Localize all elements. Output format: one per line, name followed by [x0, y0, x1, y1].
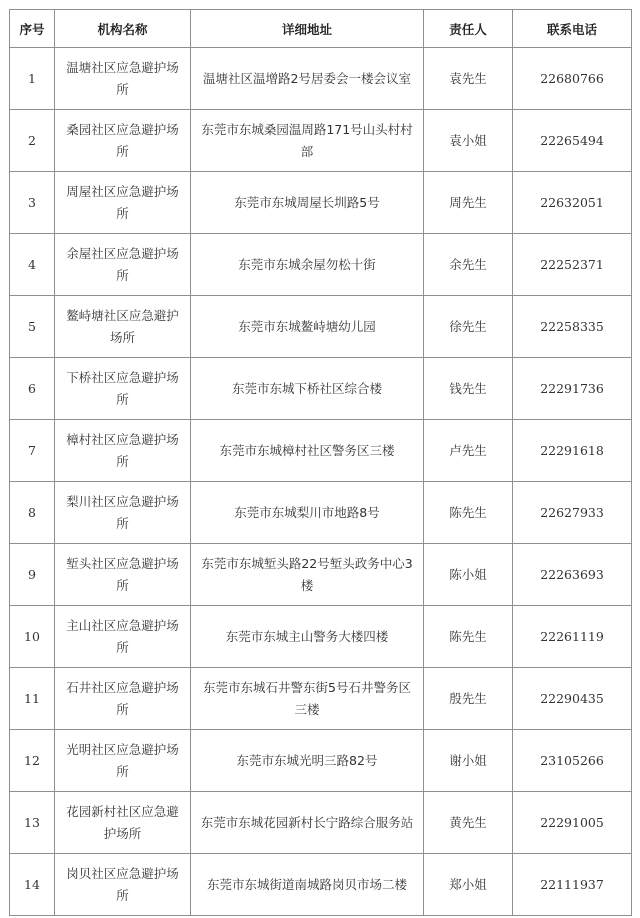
cell-name: 梨川社区应急避护场所	[55, 482, 191, 544]
cell-phone: 22680766	[513, 48, 632, 110]
header-index: 序号	[10, 10, 55, 48]
cell-phone: 23105266	[513, 730, 632, 792]
cell-index: 4	[10, 234, 55, 296]
cell-name: 余屋社区应急避护场所	[55, 234, 191, 296]
cell-phone: 22265494	[513, 110, 632, 172]
table-row	[10, 172, 632, 234]
cell-address: 东莞市东城光明三路82号	[191, 730, 424, 792]
cell-name: 岗贝社区应急避护场所	[55, 854, 191, 916]
header-phone: 联系电话	[513, 10, 632, 48]
cell-person: 陈先生	[424, 482, 513, 544]
cell-name: 堑头社区应急避护场所	[55, 544, 191, 606]
header-name: 机构名称	[55, 10, 191, 48]
table-row	[10, 110, 632, 172]
cell-address: 东莞市东城堑头路22号堑头政务中心3楼	[191, 544, 424, 606]
cell-index: 12	[10, 730, 55, 792]
cell-person: 袁先生	[424, 48, 513, 110]
table-header	[10, 10, 632, 48]
cell-name: 下桥社区应急避护场所	[55, 358, 191, 420]
cell-address: 东莞市东城石井警东街5号石井警务区三楼	[191, 668, 424, 730]
cell-address: 东莞市东城周屋长圳路5号	[191, 172, 424, 234]
cell-person: 殷先生	[424, 668, 513, 730]
table-row	[10, 48, 632, 110]
cell-phone: 22111937	[513, 854, 632, 916]
cell-person: 陈先生	[424, 606, 513, 668]
cell-name: 鳌峙塘社区应急避护场所	[55, 296, 191, 358]
cell-address: 东莞市东城主山警务大楼四楼	[191, 606, 424, 668]
cell-person: 周先生	[424, 172, 513, 234]
table-row	[10, 234, 632, 296]
header-person: 责任人	[424, 10, 513, 48]
cell-name: 光明社区应急避护场所	[55, 730, 191, 792]
cell-person: 陈小姐	[424, 544, 513, 606]
cell-address: 东莞市东城桑园温周路171号山头村村部	[191, 110, 424, 172]
cell-name: 主山社区应急避护场所	[55, 606, 191, 668]
cell-name: 桑园社区应急避护场所	[55, 110, 191, 172]
cell-phone: 22291618	[513, 420, 632, 482]
cell-name: 周屋社区应急避护场所	[55, 172, 191, 234]
table-row	[10, 482, 632, 544]
cell-name: 樟村社区应急避护场所	[55, 420, 191, 482]
table-row	[10, 792, 632, 854]
header-address: 详细地址	[191, 10, 424, 48]
cell-address: 东莞市东城花园新村长宁路综合服务站	[191, 792, 424, 854]
cell-address: 东莞市东城余屋勿松十街	[191, 234, 424, 296]
cell-index: 2	[10, 110, 55, 172]
cell-name: 石井社区应急避护场所	[55, 668, 191, 730]
cell-phone: 22263693	[513, 544, 632, 606]
table-row	[10, 668, 632, 730]
cell-address: 东莞市东城鳌峙塘幼儿园	[191, 296, 424, 358]
cell-address: 东莞市东城樟村社区警务区三楼	[191, 420, 424, 482]
cell-person: 钱先生	[424, 358, 513, 420]
cell-address: 东莞市东城下桥社区综合楼	[191, 358, 424, 420]
table-row	[10, 420, 632, 482]
cell-address: 温塘社区温增路2号居委会一楼会议室	[191, 48, 424, 110]
cell-index: 9	[10, 544, 55, 606]
cell-person: 黄先生	[424, 792, 513, 854]
cell-index: 8	[10, 482, 55, 544]
cell-person: 徐先生	[424, 296, 513, 358]
cell-index: 1	[10, 48, 55, 110]
cell-address: 东莞市东城梨川市地路8号	[191, 482, 424, 544]
cell-name: 温塘社区应急避护场所	[55, 48, 191, 110]
cell-name: 花园新村社区应急避护场所	[55, 792, 191, 854]
cell-index: 6	[10, 358, 55, 420]
header-row	[10, 10, 632, 48]
shelter-table	[9, 9, 632, 916]
cell-phone: 22261119	[513, 606, 632, 668]
cell-phone: 22632051	[513, 172, 632, 234]
table-row	[10, 854, 632, 916]
table-row	[10, 296, 632, 358]
cell-person: 余先生	[424, 234, 513, 296]
cell-index: 5	[10, 296, 55, 358]
cell-phone: 22252371	[513, 234, 632, 296]
cell-phone: 22258335	[513, 296, 632, 358]
cell-index: 3	[10, 172, 55, 234]
cell-phone: 22291736	[513, 358, 632, 420]
cell-index: 13	[10, 792, 55, 854]
table-body	[10, 48, 632, 916]
cell-phone: 22291005	[513, 792, 632, 854]
table-row	[10, 606, 632, 668]
cell-person: 卢先生	[424, 420, 513, 482]
cell-index: 14	[10, 854, 55, 916]
cell-phone: 22627933	[513, 482, 632, 544]
cell-person: 谢小姐	[424, 730, 513, 792]
cell-index: 11	[10, 668, 55, 730]
cell-index: 7	[10, 420, 55, 482]
cell-index: 10	[10, 606, 55, 668]
cell-phone: 22290435	[513, 668, 632, 730]
table-row	[10, 544, 632, 606]
table-row	[10, 730, 632, 792]
cell-person: 袁小姐	[424, 110, 513, 172]
cell-person: 郑小姐	[424, 854, 513, 916]
table-row	[10, 358, 632, 420]
cell-address: 东莞市东城街道南城路岗贝市场二楼	[191, 854, 424, 916]
